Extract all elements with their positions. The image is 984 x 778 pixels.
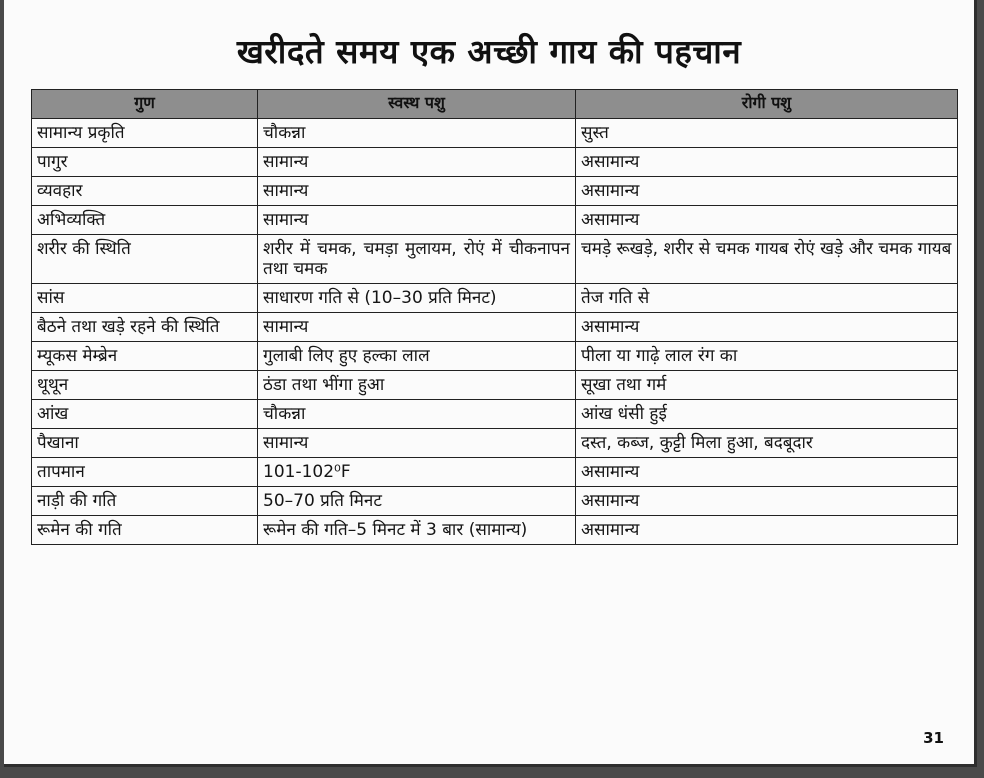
- healthy-cell: रूमेन की गति–5 मिनट में 3 बार (सामान्य): [258, 516, 576, 545]
- comparison-table: [31, 89, 958, 545]
- sick-cell: असामान्य: [576, 148, 958, 177]
- sick-cell: पीला या गाढ़े लाल रंग का: [576, 342, 958, 371]
- sick-cell: असामान्य: [576, 487, 958, 516]
- quality-cell: रूमेन की गति: [32, 516, 258, 545]
- sick-cell: असामान्य: [576, 458, 958, 487]
- healthy-cell: सामान्य: [258, 177, 576, 206]
- quality-cell: सामान्य प्रकृति: [32, 119, 258, 148]
- healthy-cell: सामान्य: [258, 148, 576, 177]
- sick-cell: चमड़े रूखड़े, शरीर से चमक गायब रोएं खड़े और चमक गायब: [576, 235, 958, 284]
- header-healthy-animal: स्वस्थ पशु: [258, 90, 576, 119]
- quality-cell: बैठने तथा खड़े रहने की स्थिति: [32, 313, 258, 342]
- table-body: [32, 119, 958, 545]
- quality-cell: सांस: [32, 284, 258, 313]
- table-row: [32, 313, 958, 342]
- sick-cell: सुस्त: [576, 119, 958, 148]
- sick-cell: आंख धंसी हुई: [576, 400, 958, 429]
- quality-cell: तापमान: [32, 458, 258, 487]
- page-number: 31: [923, 729, 944, 747]
- quality-cell: थूथून: [32, 371, 258, 400]
- page-title: खरीदते समय एक अच्छी गाय की पहचान: [236, 32, 742, 71]
- table-row: [32, 516, 958, 545]
- healthy-cell: सामान्य: [258, 313, 576, 342]
- header-quality: गुण: [32, 90, 258, 119]
- table-row: [32, 235, 958, 284]
- sick-cell: असामान्य: [576, 206, 958, 235]
- table-row: [32, 342, 958, 371]
- table-row: [32, 458, 958, 487]
- quality-cell: आंख: [32, 400, 258, 429]
- header-sick-animal: रोगी पशु: [576, 90, 958, 119]
- healthy-cell: चौकन्ना: [258, 400, 576, 429]
- sick-cell: असामान्य: [576, 177, 958, 206]
- sick-cell: दस्त, कब्ज, कुट्टी मिला हुआ, बदबूदार: [576, 429, 958, 458]
- healthy-cell: सामान्य: [258, 429, 576, 458]
- healthy-cell: सामान्य: [258, 206, 576, 235]
- table-row: [32, 284, 958, 313]
- table-row: [32, 206, 958, 235]
- healthy-cell: 101-102⁰F: [258, 458, 576, 487]
- sick-cell: असामान्य: [576, 313, 958, 342]
- sick-cell: सूखा तथा गर्म: [576, 371, 958, 400]
- table-row: [32, 400, 958, 429]
- sick-cell: तेज गति से: [576, 284, 958, 313]
- sick-cell: असामान्य: [576, 516, 958, 545]
- quality-cell: अभिव्यक्ति: [32, 206, 258, 235]
- quality-cell: शरीर की स्थिति: [32, 235, 258, 284]
- quality-cell: पागुर: [32, 148, 258, 177]
- table-row: [32, 119, 958, 148]
- table-row: [32, 371, 958, 400]
- table-row: [32, 429, 958, 458]
- quality-cell: नाड़ी की गति: [32, 487, 258, 516]
- healthy-cell: गुलाबी लिए हुए हल्का लाल: [258, 342, 576, 371]
- healthy-cell: साधारण गति से (10–30 प्रति मिनट): [258, 284, 576, 313]
- healthy-cell: ठंडा तथा भींगा हुआ: [258, 371, 576, 400]
- quality-cell: व्यवहार: [32, 177, 258, 206]
- table-row: [32, 148, 958, 177]
- healthy-cell: शरीर में चमक, चमड़ा मुलायम, रोएं में चीकनापन तथा चमक: [258, 235, 576, 284]
- table-row: [32, 177, 958, 206]
- healthy-cell: चौकन्ना: [258, 119, 576, 148]
- table-header-row: [32, 90, 958, 119]
- quality-cell: पैखाना: [32, 429, 258, 458]
- document-page: [4, 0, 977, 767]
- quality-cell: म्यूकस मेम्ब्रेन: [32, 342, 258, 371]
- table-row: [32, 487, 958, 516]
- healthy-cell: 50–70 प्रति मिनट: [258, 487, 576, 516]
